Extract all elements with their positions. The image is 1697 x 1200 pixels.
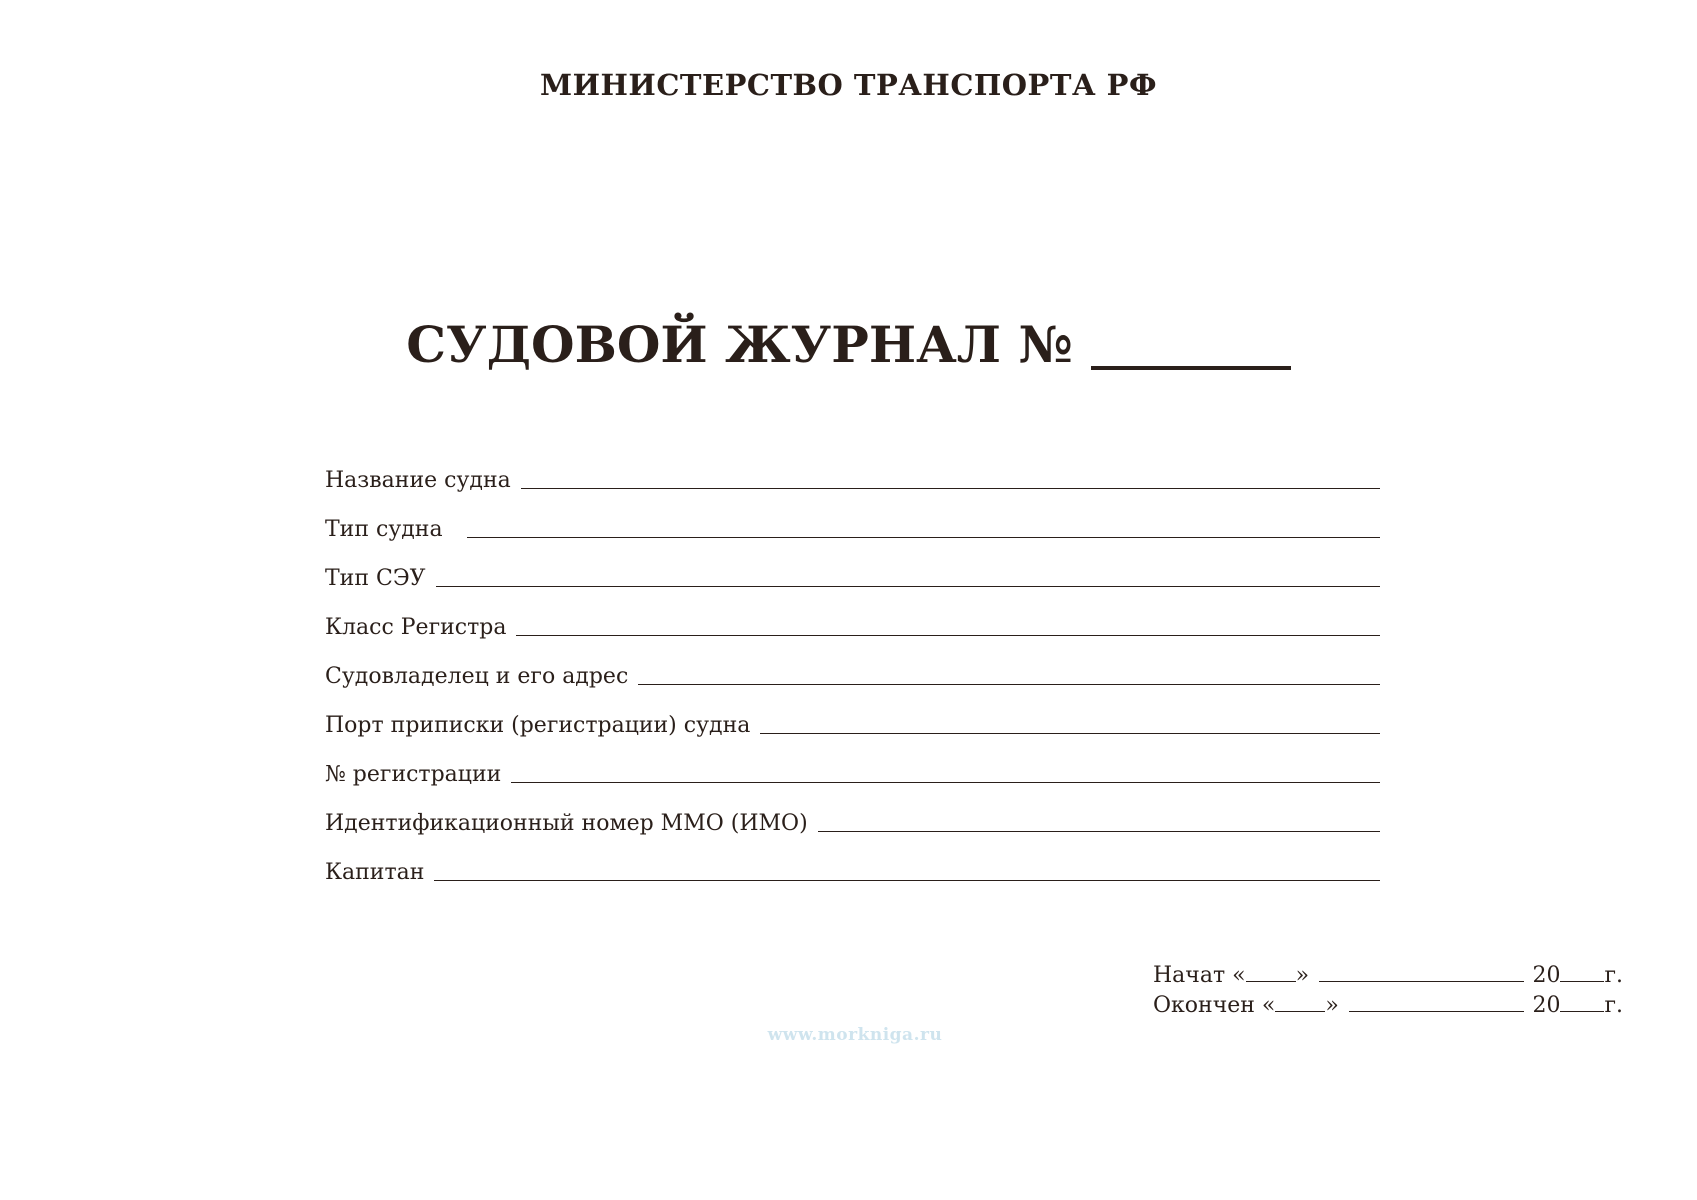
field-blank-line (521, 488, 1380, 489)
field-captain (325, 840, 1380, 889)
close-quote: » (1325, 993, 1339, 1018)
close-quote: » (1295, 963, 1310, 988)
field-registration-number (325, 742, 1380, 791)
field-blank-line (434, 880, 1380, 881)
field-label: Тип судна (325, 517, 443, 542)
date-ended-label: Окончен « (1153, 993, 1276, 1018)
ship-info-fields (325, 448, 1380, 889)
date-ended-row (1153, 988, 1623, 1018)
day-blank (1275, 1011, 1325, 1012)
year-blank (1560, 981, 1604, 982)
field-blank-line (511, 782, 1380, 783)
journal-dates (1153, 958, 1623, 1018)
field-label: Капитан (325, 860, 425, 885)
field-blank-line (467, 537, 1380, 538)
field-power-plant-type (325, 546, 1380, 595)
field-label: Название судна (325, 468, 511, 493)
field-owner-address (325, 644, 1380, 693)
field-blank-line (436, 586, 1380, 587)
journal-number-blank (1091, 326, 1291, 370)
month-blank (1319, 981, 1524, 982)
field-label: Судовладелец и его адрес (325, 664, 629, 689)
field-blank-line (760, 733, 1380, 734)
field-ship-name (325, 448, 1380, 497)
year-suffix: г. (1604, 963, 1623, 988)
year-blank (1560, 1011, 1604, 1012)
journal-title (0, 315, 1697, 374)
field-blank-line (516, 635, 1380, 636)
field-label: Идентификационный номер ММО (ИМО) (325, 811, 808, 836)
field-label: Порт приписки (регистрации) судна (325, 713, 751, 738)
year-suffix: г. (1604, 993, 1623, 1018)
date-started-row (1153, 958, 1623, 988)
ministry-header: МИНИСТЕРСТВО ТРАНСПОРТА РФ (540, 68, 1157, 102)
watermark: www.morkniga.ru (767, 1025, 943, 1045)
field-imo-number (325, 791, 1380, 840)
field-register-class (325, 595, 1380, 644)
year-prefix: 20 (1532, 963, 1561, 988)
month-blank (1349, 1011, 1525, 1012)
field-home-port (325, 693, 1380, 742)
field-label: № регистрации (325, 762, 502, 787)
field-label: Тип СЭУ (325, 566, 426, 591)
day-blank (1246, 981, 1296, 982)
date-started-label: Начат « (1153, 963, 1246, 988)
field-blank-line (818, 831, 1380, 832)
field-label: Класс Регистра (325, 615, 507, 640)
year-prefix: 20 (1532, 993, 1561, 1018)
field-blank-line (638, 684, 1380, 685)
journal-title-text: СУДОВОЙ ЖУРНАЛ № (406, 315, 1073, 374)
field-ship-type (325, 497, 1380, 546)
